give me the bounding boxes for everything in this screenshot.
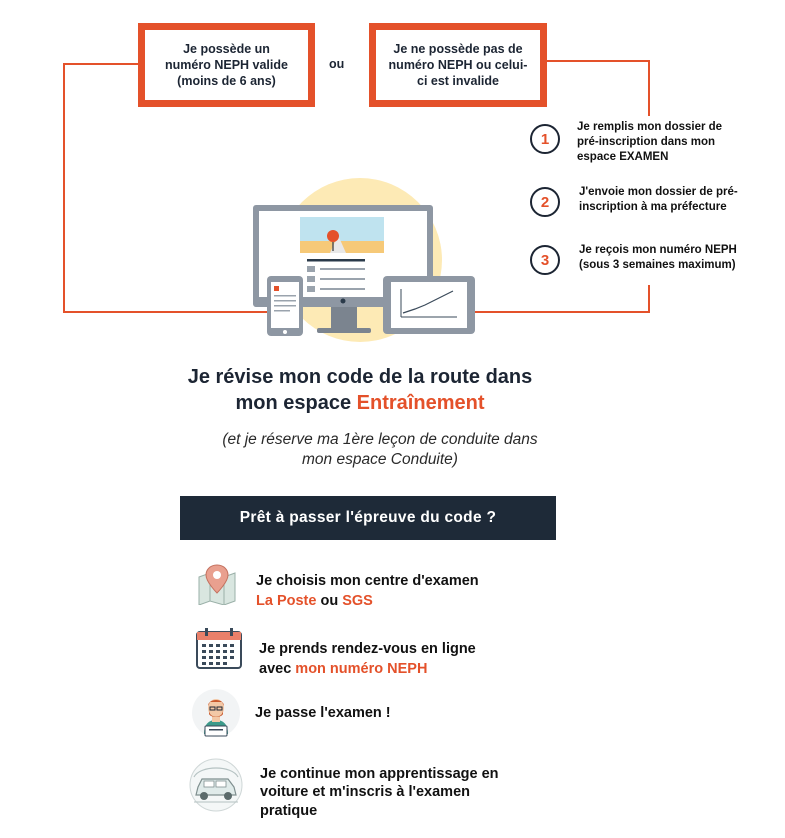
headline-line1: Je révise mon code de la route dans [187,366,533,388]
subtitle-line1: (et je réserve ma 1ère leçon de conduite dans [222,431,538,448]
step-1-number: 1 [530,124,560,154]
item-exam-centre [256,572,479,611]
step-2-text: J'envoie mon dossier de pré-inscription à ma préfecture [579,186,738,213]
examinee-avatar-icon [191,688,241,738]
step-2 [530,185,739,217]
step-1 [530,120,737,165]
step-3 [530,243,739,275]
step-2-number: 2 [530,187,560,217]
item-exam-centre-line2 [256,592,479,612]
subtitle-line2: mon espace Conduite) [302,451,458,469]
subtitle [150,430,610,470]
item-exam-centre-line1: Je choisis mon centre d'examen [256,573,479,589]
la-poste-label: La Poste [256,592,317,609]
map-pin-icon [196,563,238,605]
neph-valid-box [138,23,315,107]
headline-line2 [100,391,620,417]
item-appointment [259,640,476,679]
step-1-text: Je remplis mon dossier de pré-inscription dans mon espace EXAMEN [577,121,723,163]
sgs-label: SGS [342,592,373,609]
item-appointment-line1: Je prends rendez-vous en ligne [259,641,476,657]
or-text: ou [316,592,343,609]
item-continue-line3: pratique [260,802,318,819]
devices-illustration-icon [245,165,480,350]
item-continue-line1: Je continue mon apprentissage en [260,766,499,782]
neph-invalid-box [369,23,547,107]
connector-right-bottom [475,311,650,313]
code-exam-banner: Prêt à passer l'épreuve du code ? [180,496,556,540]
headline-accent: Entraînement [356,391,485,414]
connector-left-bottom [63,311,268,313]
neph-valid-text: Je possède un numéro NEPH valide (moins de 6 ans) [165,42,288,88]
calendar-icon [195,626,243,670]
item-appointment-line2 [259,660,476,680]
car-icon [188,757,244,813]
step-3-text: Je reçois mon numéro NEPH (sous 3 semaines maximum) [579,244,737,271]
connector-right-top [540,60,650,62]
item-continue-learning [260,765,499,820]
item-take-exam [255,704,391,724]
step-3-number: 3 [530,245,560,275]
item-continue-line2: voiture et m'inscris à l'examen [260,784,470,801]
or-label: ou [329,57,345,71]
connector-left-vertical [63,63,65,313]
connector-right-vertical-top [648,60,650,116]
connector-right-vertical-bottom [648,285,650,313]
item-take-exam-text: Je passe l'examen ! [255,705,391,721]
neph-invalid-text: Je ne possède pas de numéro NEPH ou celui-ci est invalide [388,42,528,88]
connector-left-top [63,63,143,65]
headline-line2-prefix: mon espace [235,391,357,414]
item-appointment-prefix: avec [259,660,296,677]
neph-number-label: mon numéro NEPH [295,660,428,677]
headline [100,365,620,416]
